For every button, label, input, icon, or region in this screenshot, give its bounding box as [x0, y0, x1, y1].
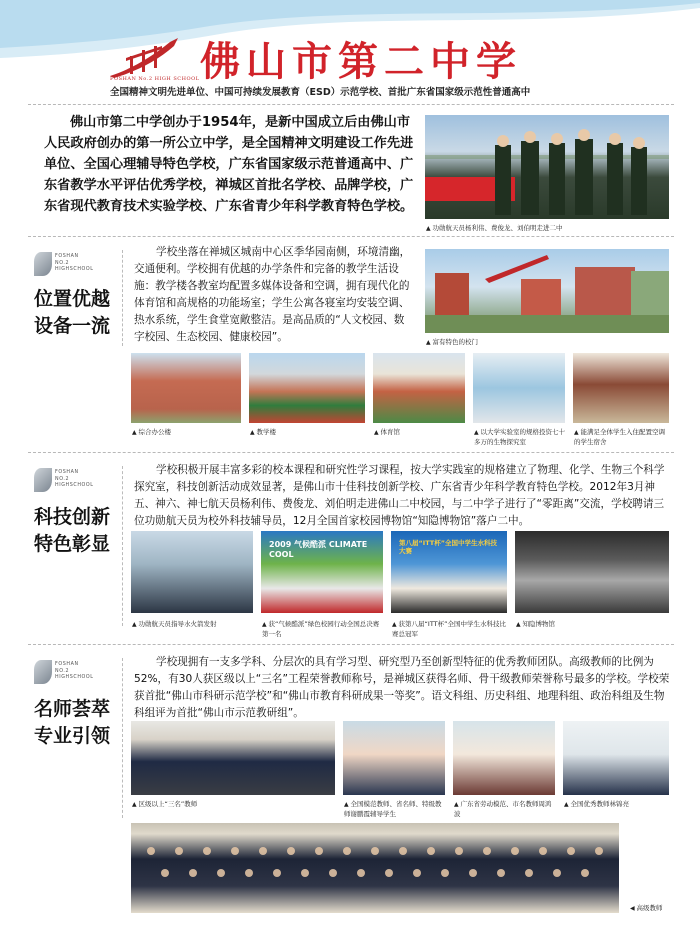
photo-caption: ▲ 能满足全体学生入住配置空调的学生宿舍	[574, 428, 666, 446]
itt-cup-award-photo	[390, 530, 508, 614]
section-logo: FOSHAN NO.2 HIGHSCHOOL	[34, 468, 106, 492]
senior-teachers-group-photo	[130, 822, 620, 914]
photo-caption: ▲ 功勋航天员指导水火箭发射	[132, 620, 217, 628]
section-body-text: 学校坐落在禅城区城南中心区季华园南侧，环境清幽，交通便利。学校拥有优越的办学条件和完备的教学生活设施：教学楼各教室均配置多媒体设备和空调，拥有现代化的体育馆和高规格的功能场室；学生公寓各寝室均安装空调、热水系统，学生食堂宽敞整洁。是高品质的“人文校园、数字校园、生态校园、健康校园”。	[134, 246, 411, 343]
divider	[28, 452, 674, 453]
photo-caption: ▲ 全国优秀教师林锦亮	[564, 800, 630, 808]
photo-caption: ▲ 获第八届“ITT杯”全国中学生水科技比赛总冠军	[392, 620, 507, 638]
photo-caption: ◀ 高级教师	[630, 904, 663, 912]
school-logo-icon	[108, 36, 186, 80]
section-divider-line	[122, 658, 123, 818]
school-name-title: 佛山市第二中学	[200, 38, 522, 85]
school-gate-photo	[424, 248, 670, 334]
photo-caption: ▲ 以大学实验室的规格投资七十多万的生物探究室	[474, 428, 566, 446]
section-body-text: 学校现拥有一支多学科、分层次的具有学习型、研究型乃至创新型特征的优秀教师团队。高级教师的比例为52%，有30人获区级以上“三名”工程荣誉教师称号，是禅城区获得名师、骨干级教师荣誉称号最多的学校。学校荣获首批“佛山市科研示范学校”和“佛山市教育科研成果一等奖”。语文科组、历史科组、地理科组、政治科组及生物科组评为首批“佛山市示范教研组”。	[134, 656, 670, 719]
logo-english-text: FOSHAN No.2 HIGH SCHOOL	[110, 76, 200, 82]
photo-caption: ▲ 体育馆	[374, 428, 401, 436]
section-title: 科技创新 特色彰显	[34, 506, 111, 555]
intro-photo-caption: ▲ 功勋航天员杨利伟、费俊龙、刘伯明走进二中	[426, 224, 563, 232]
museum-photo	[514, 530, 670, 614]
gymnasium-photo	[372, 352, 466, 424]
section-logo: FOSHAN NO.2 HIGHSCHOOL	[34, 660, 106, 684]
excellent-teacher-photo	[562, 720, 670, 796]
labor-model-teacher-photo	[452, 720, 556, 796]
water-rocket-photo	[130, 530, 254, 614]
photo-caption: ▲ 获“气候酷派”绿色校园行动全国总决赛第一名	[262, 620, 380, 638]
dormitory-photo	[572, 352, 670, 424]
famous-teachers-group-photo	[130, 720, 336, 796]
section-body-text: 学校积极开展丰富多彩的校本课程和研究性学习课程，按大学实践室的规格建立了物理、化学、生物三个科学探究室，科技创新活动成效显著，是佛山市十佳科技创新学校、广东省青少年科学教育特色学校。2012年3月神五、神六、神七航天员杨利伟、费俊龙、刘伯明走进佛山二中校园，与二中学子进行了“零距离”交流，学校聘请三位功勋航天员为校外科技辅导员，12月全国首家校园博物馆“知隐博物馆”落户二中。	[134, 464, 665, 527]
divider	[28, 236, 674, 237]
school-emblem-icon	[34, 468, 52, 492]
section-title: 名师荟萃 专业引领	[34, 698, 111, 747]
climate-cool-award-photo	[260, 530, 384, 614]
school-emblem-icon	[34, 252, 52, 276]
photo-caption: ▲ 教学楼	[250, 428, 277, 436]
intro-paragraph: 佛山市第二中学创办于1954年，是新中国成立后由佛山市人民政府创办的第一所公立中学，是全国精神文明建设工作先进单位、全国心理辅导特色学校，广东省国家级示范普通高中、广东省教学水平评估优秀学校，禅城区首批名学校、品牌学校，广东省现代教育技术实验学校、广东省青少年科学教育特色学校。	[44, 115, 414, 214]
office-building-photo	[130, 352, 242, 424]
divider	[28, 104, 674, 105]
biology-lab-photo	[472, 352, 566, 424]
section-title: 位置优越 设备一流	[34, 288, 111, 337]
photo-caption: ▲ 全国模范教师、省名师、特级教师谢鹏霞辅导学生	[344, 800, 442, 818]
model-teacher-photo	[342, 720, 446, 796]
section-logo: FOSHAN NO.2 HIGHSCHOOL	[34, 252, 106, 276]
photo-caption: ▲ 广东省劳动模范、市名教师周鸿波	[454, 800, 552, 818]
teaching-building-photo	[248, 352, 366, 424]
school-emblem-icon	[34, 660, 52, 684]
banner-text: 2009 气候酷派 CLIMATE COOL	[269, 540, 368, 559]
photo-caption: ▲ 综合办公楼	[132, 428, 172, 436]
gate-photo-caption: ▲ 富有特色的校门	[426, 338, 479, 346]
divider	[28, 644, 674, 645]
intro-astronaut-photo	[424, 114, 670, 220]
banner-text: 第八届“ITT杯”全国中学生水科技大赛	[399, 539, 497, 555]
header-tagline: 全国精神文明先进单位、中国可持续发展教育（ESD）示范学校、首批广东省国家级示范性普通高中	[110, 87, 531, 98]
photo-caption: ▲ 知隐博物馆	[516, 620, 556, 628]
photo-caption: ▲ 区级以上“三名”教师	[132, 800, 198, 808]
section-divider-line	[122, 250, 123, 346]
section-divider-line	[122, 466, 123, 626]
